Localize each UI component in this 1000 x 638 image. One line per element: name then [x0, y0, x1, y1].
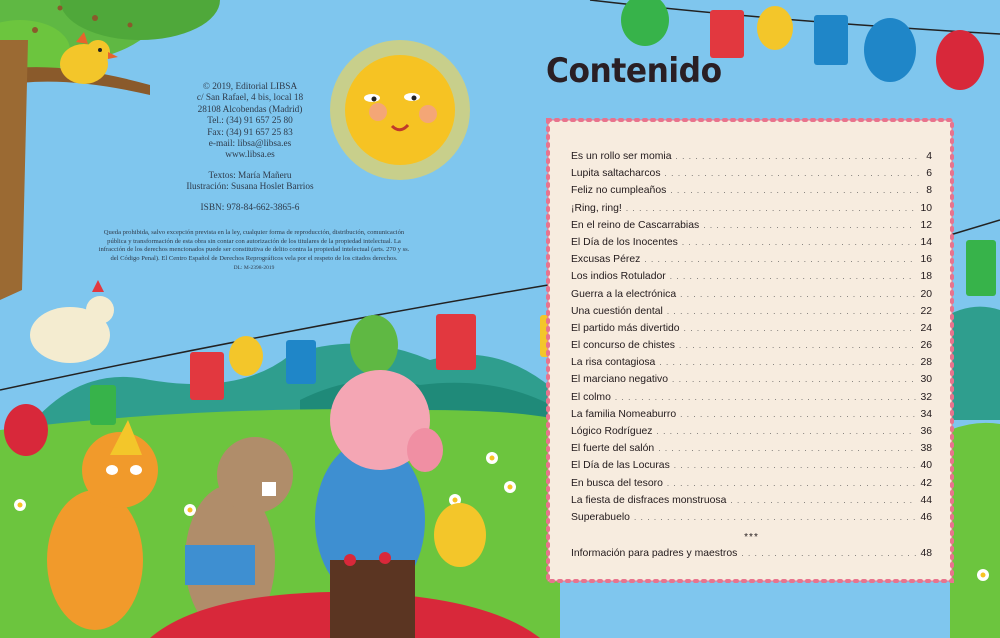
toc-entry-title: El marciano negativo — [571, 374, 669, 386]
toc-entry-title: Los indios Rotulador — [571, 271, 666, 283]
table-of-contents — [548, 120, 952, 581]
publisher-credits — [150, 82, 350, 214]
toc-entry[interactable] — [571, 289, 932, 306]
legal-notice — [95, 229, 413, 273]
dot-leader — [684, 324, 917, 333]
isbn: ISBN: 978-84-662-3865-6 — [200, 202, 300, 213]
toc-entry-page: 26 — [920, 340, 932, 352]
legal-deposit: DL: M-2398-2019 — [233, 265, 275, 272]
toc-entry[interactable] — [571, 357, 932, 374]
toc-entry[interactable] — [571, 478, 932, 495]
toc-entry-title: ¡Ring, ring! — [571, 202, 622, 214]
toc-entry-title: Lupita saltacharcos — [571, 168, 661, 180]
toc-entry-page: 42 — [920, 477, 932, 489]
toc-entry-title: El colmo — [571, 391, 611, 403]
toc-entry-title: Guerra a la electrónica — [571, 288, 677, 300]
toc-entry-page: 18 — [920, 271, 932, 283]
dot-leader — [672, 375, 916, 384]
dot-leader — [667, 479, 917, 488]
toc-entry[interactable] — [571, 168, 932, 185]
toc-entry[interactable] — [571, 495, 932, 512]
toc-entry-page: 38 — [920, 443, 932, 455]
website: www.libsa.es — [225, 150, 275, 161]
dot-leader — [615, 393, 917, 402]
toc-entry-page: 40 — [920, 460, 932, 472]
dot-leader — [682, 238, 917, 247]
dot-leader — [680, 410, 916, 419]
toc-entry[interactable] — [571, 220, 932, 237]
dot-leader — [680, 290, 916, 299]
toc-entry[interactable] — [571, 254, 932, 271]
toc-entry[interactable] — [571, 392, 932, 409]
dot-leader — [679, 341, 916, 350]
dot-leader — [644, 255, 916, 264]
toc-entry-page: 24 — [920, 322, 932, 334]
toc-entry-list — [571, 151, 932, 559]
toc-entry[interactable] — [571, 443, 932, 460]
toc-separator: *** — [744, 532, 759, 543]
toc-entry-title: Es un rollo ser momia — [571, 151, 672, 162]
dot-leader — [656, 427, 916, 436]
toc-entry-page: 6 — [926, 168, 932, 180]
toc-entry-title: El concurso de chistes — [571, 340, 675, 352]
toc-entry[interactable] — [571, 409, 932, 426]
toc-entry[interactable] — [571, 460, 932, 477]
dot-leader — [658, 444, 916, 453]
toc-entry-title: En el reino de Cascarrabias — [571, 219, 700, 231]
toc-entry-title: El Día de las Locuras — [571, 460, 670, 472]
address-line-2: 28108 Alcobendas (Madrid) — [197, 104, 303, 115]
toc-entry[interactable] — [571, 203, 932, 220]
toc-entry[interactable] — [571, 237, 932, 254]
spacer — [150, 162, 350, 171]
toc-entry-page: 12 — [920, 219, 932, 231]
toc-entry-page: 32 — [920, 391, 932, 403]
dot-leader — [665, 169, 923, 178]
email: e-mail: libsa@libsa.es — [208, 139, 292, 150]
toc-entry-page: 20 — [920, 288, 932, 300]
spacer — [150, 194, 350, 203]
toc-entry-title: La fiesta de disfraces monstruosa — [571, 494, 727, 506]
toc-entry-page: 30 — [920, 374, 932, 386]
toc-entry-page: 16 — [920, 254, 932, 266]
toc-entry-page: 10 — [920, 202, 932, 214]
toc-entry-title: Feliz no cumpleaños — [571, 185, 667, 197]
dot-leader — [659, 358, 916, 367]
toc-entry-title: Excusas Pérez — [571, 254, 641, 266]
toc-entry-title: El partido más divertido — [571, 322, 680, 334]
legal-notice-text: Queda prohibida, salvo excepción prevista en la ley, cualquier forma de reproducción, distribución, comunicación pública y transformación de esta obra sin contar con autorización de los titulares de la propiedad intelectual. La infracción de los derechos mencionados puede ser constitutiva de delito contra la propiedad intelectual (arts. 270 y ss. del Código Penal). El Centro Español de Derechos Reprográficos vela por el respeto de los citados derechos. — [98, 229, 410, 262]
toc-entry[interactable] — [571, 151, 932, 168]
texts-credit: Textos: María Mañeru — [208, 170, 292, 181]
dot-leader — [626, 204, 917, 213]
toc-entry-title: Información para padres y maestros — [571, 548, 738, 559]
toc-entry-page: 34 — [920, 408, 932, 420]
dot-leader — [634, 513, 917, 522]
toc-entry[interactable] — [571, 185, 932, 202]
toc-entry[interactable] — [571, 512, 932, 529]
toc-entry-title: Superabuelo — [571, 511, 630, 523]
toc-entry-title: El fuerte del salón — [571, 443, 655, 455]
dot-leader — [730, 496, 916, 505]
toc-entry[interactable] — [571, 323, 932, 340]
toc-entry-title: La familia Nomeaburro — [571, 408, 677, 420]
toc-entry-title: El Día de los Inocentes — [571, 236, 678, 248]
toc-entry[interactable] — [571, 340, 932, 357]
dot-leader — [675, 152, 922, 161]
toc-entry-page: 46 — [920, 511, 932, 523]
address-line-1: c/ San Rafael, 4 bis, local 18 — [196, 93, 304, 104]
toc-entry-title: Lógico Rodríguez — [571, 426, 653, 437]
telephone: Tel.: (34) 91 657 25 80 — [207, 116, 293, 127]
dot-leader — [741, 549, 916, 558]
toc-entry-page: 36 — [920, 426, 932, 437]
dot-leader — [667, 307, 917, 316]
toc-entry-page: 22 — [920, 305, 932, 317]
fax: Fax: (34) 91 657 25 83 — [207, 127, 293, 138]
toc-entry-page: 44 — [920, 494, 932, 506]
toc-entry[interactable] — [571, 271, 932, 288]
toc-entry-page: 14 — [920, 236, 932, 248]
toc-entry[interactable] — [571, 374, 932, 391]
toc-entry-final[interactable] — [571, 548, 932, 565]
page-title: Contenido — [546, 51, 722, 91]
dot-leader — [703, 221, 916, 230]
copyright-line: © 2019, Editorial LIBSA — [202, 82, 298, 92]
dot-leader — [674, 461, 917, 470]
sun-illustration — [330, 40, 470, 180]
toc-entry-title: Una cuestión dental — [571, 305, 663, 317]
toc-entry[interactable] — [571, 426, 932, 443]
illustration-credit: Ilustración: Susana Hoslet Barrios — [186, 182, 314, 193]
dot-leader — [670, 186, 922, 195]
toc-entry[interactable] — [571, 306, 932, 323]
toc-entry-title: En busca del tesoro — [571, 477, 663, 489]
dot-leader — [670, 272, 917, 281]
toc-entry-page: 8 — [926, 185, 932, 197]
toc-entry-page: 48 — [920, 548, 932, 559]
toc-entry-title: La risa contagiosa — [571, 357, 656, 369]
toc-entry-page: 28 — [920, 357, 932, 369]
toc-entry-page: 4 — [926, 151, 932, 162]
